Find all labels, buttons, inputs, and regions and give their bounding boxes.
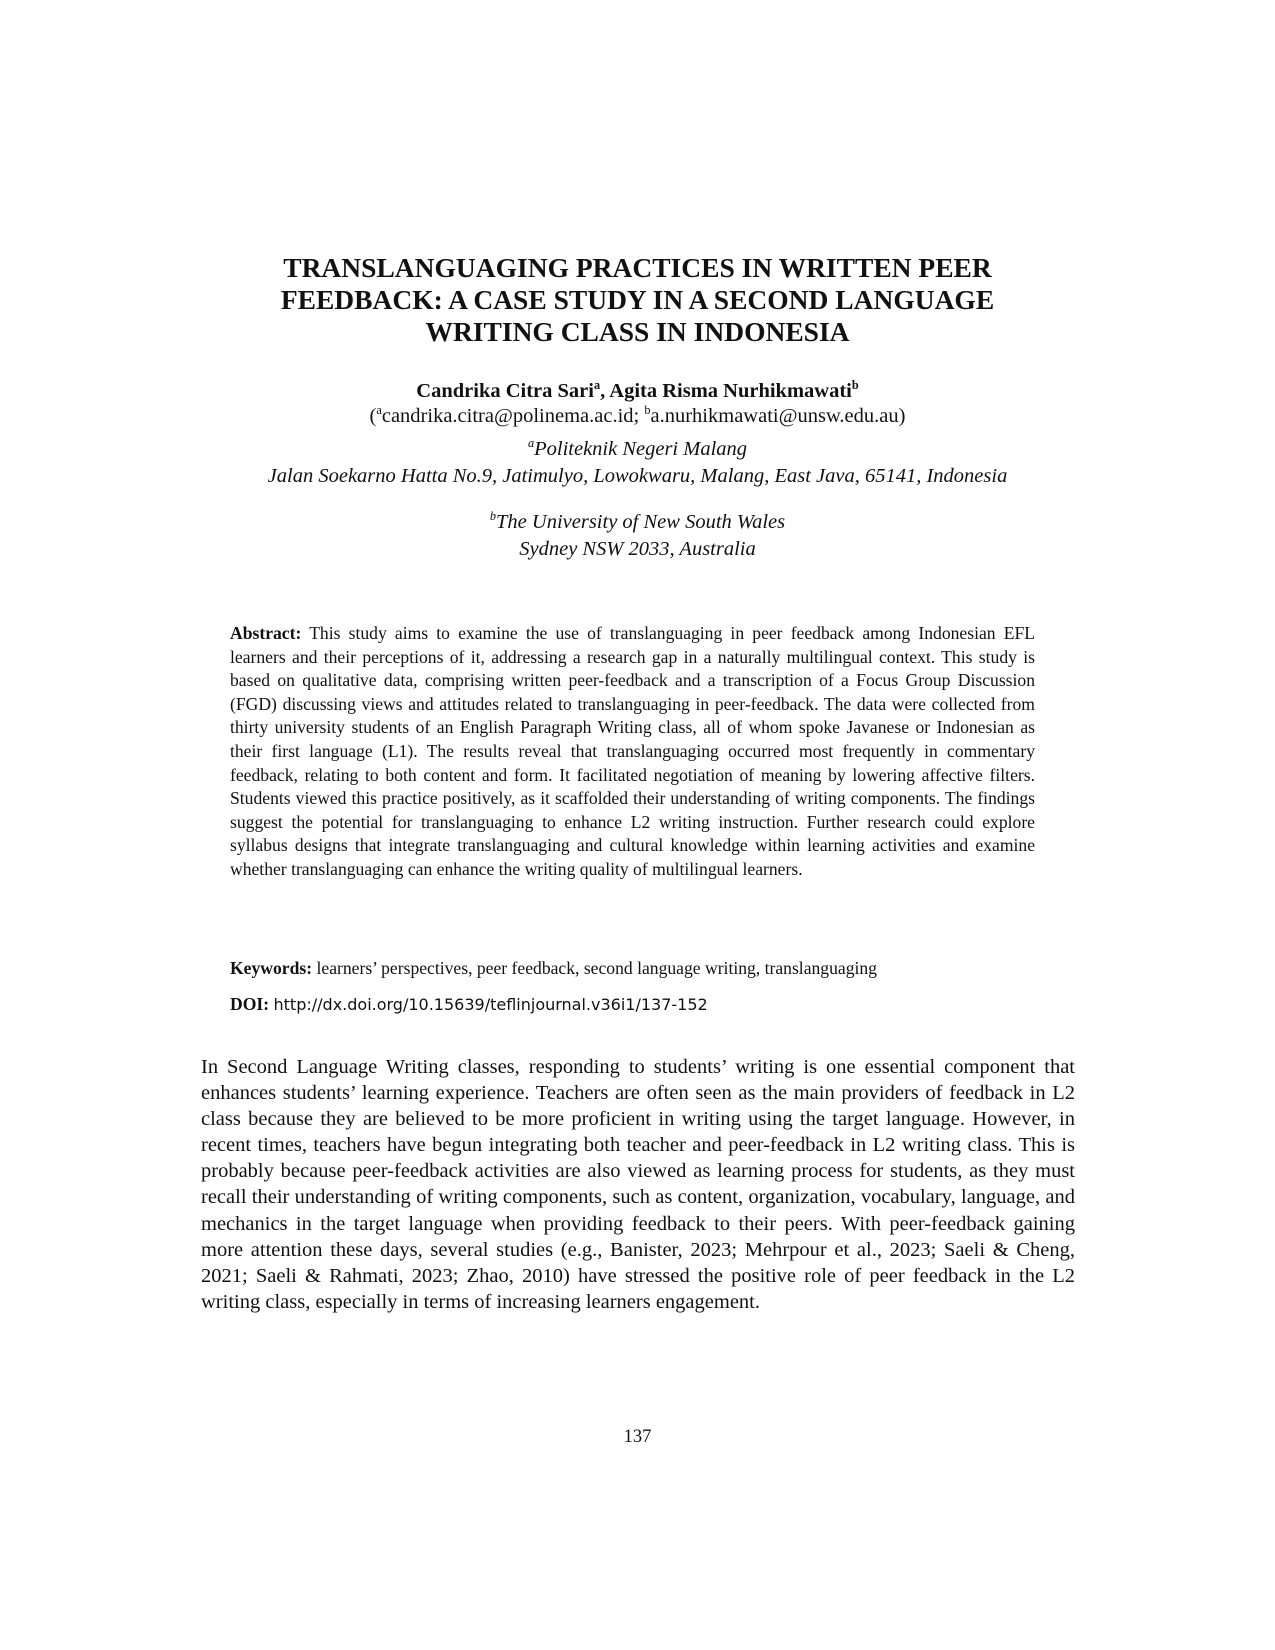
keywords-text: learners’ perspectives, peer feedback, second language writing, translanguaging (316, 958, 877, 978)
author-separator: , (600, 380, 610, 402)
affiliation-mark: b (851, 378, 859, 393)
abstract-text: This study aims to examine the use of translanguaging in peer feedback among Indonesian EFL learners and their perceptions of it, addressing a research gap in a naturally multilingual context. This study is based on qualitative data, comprising written peer-feedback and a transcription of a Focus Group Discussion (FGD) discussing views and attitudes related to translanguaging in peer-feedback. The data were collected from thirty university students of an English Paragraph Writing class, all of whom spoke Javanese or Indonesian as their first language (L1). The results reveal that translanguaging occurred most frequently in commentary feedback, relating to both content and form. It facilitated negotiation of meaning by lowering affective filters. Students viewed this practice positively, as it scaffolded their understanding of writing components. The findings suggest the potential for translanguaging to enhance L2 writing instruction. Further research could explore syllabus designs that integrate translanguaging and cultural knowledge within learning activities and examine whether translanguaging can enhance the writing quality of multilingual learners. (230, 623, 1035, 879)
abstract (230, 622, 1035, 882)
page-number: 137 (623, 1427, 652, 1447)
author-emails (140, 404, 1135, 428)
title-line: FEEDBACK: A CASE STUDY IN A SECOND LANGUAGE (280, 284, 995, 315)
doi (230, 992, 1035, 1017)
title-line: TRANSLANGUAGING PRACTICES IN WRITTEN PEER (283, 252, 992, 283)
affiliation-address: Sydney NSW 2033, Australia (519, 538, 756, 560)
emails-close: ) (898, 405, 906, 427)
abstract-label: Abstract: (230, 623, 302, 643)
affiliation-mark: b (489, 509, 497, 524)
doi-label: DOI: (230, 994, 270, 1014)
affiliation-address: Jalan Soekarno Hatta No.9, Jatimulyo, Lowokwaru, Malang, East Java, 65141, Indonesia (267, 465, 1008, 487)
author-name: Agita Risma Nurhikmawati (609, 380, 852, 402)
affiliation-name: $^a$Politeknik Negeri Malang (527, 436, 748, 460)
affiliation-b (140, 509, 1135, 563)
body-paragraph: In Second Language Writing classes, responding to students’ writing is one essential component that enhances students’ learning experience. Teachers are often seen as the main providers of feedback in L2 class because they are believed to be more proficient in writing using the target language. However, in recent times, teachers have begun integrating both teacher and peer-feedback in L2 writing class. This is probably because peer-feedback activities are also viewed as learning process for students, as they must recall their understanding of writing components, such as content, organization, vocabulary, language, and mechanics in the target language when providing feedback to their peers. With peer-feedback gaining more attention these days, several studies (e.g., Banister, 2023; Mehrpour et al., 2023; Saeli & Cheng, 2021; Saeli & Rahmati, 2023; Zhao, 2010) have stressed the positive role of peer feedback in the L2 writing class, especially in terms of increasing learners engagement. (201, 1056, 1075, 1313)
paper-title (140, 252, 1135, 348)
emails-open: ( (369, 405, 377, 427)
affiliation-mark: b (644, 403, 651, 418)
author-list (140, 379, 1135, 403)
keywords (230, 956, 1035, 980)
author-name: Candrika Citra Sari (416, 380, 594, 402)
affiliation-mark: a (593, 378, 601, 393)
affiliation-a (140, 436, 1135, 490)
affiliation-mark: a (376, 403, 382, 418)
doi-link[interactable]: http://dx.doi.org/10.15639/teflinjournal.v36i1/137-152 (273, 995, 708, 1014)
affiliation-mark: a (527, 436, 535, 451)
title-line: WRITING CLASS IN INDONESIA (425, 316, 850, 347)
author-email[interactable]: a.nurhikmawati@unsw.edu.au (650, 405, 899, 427)
keywords-label: Keywords: (230, 958, 313, 978)
affiliation-name: $^b$The University of New South Wales (489, 509, 786, 533)
author-email[interactable]: candrika.citra@polinema.ac.id; (381, 405, 640, 427)
